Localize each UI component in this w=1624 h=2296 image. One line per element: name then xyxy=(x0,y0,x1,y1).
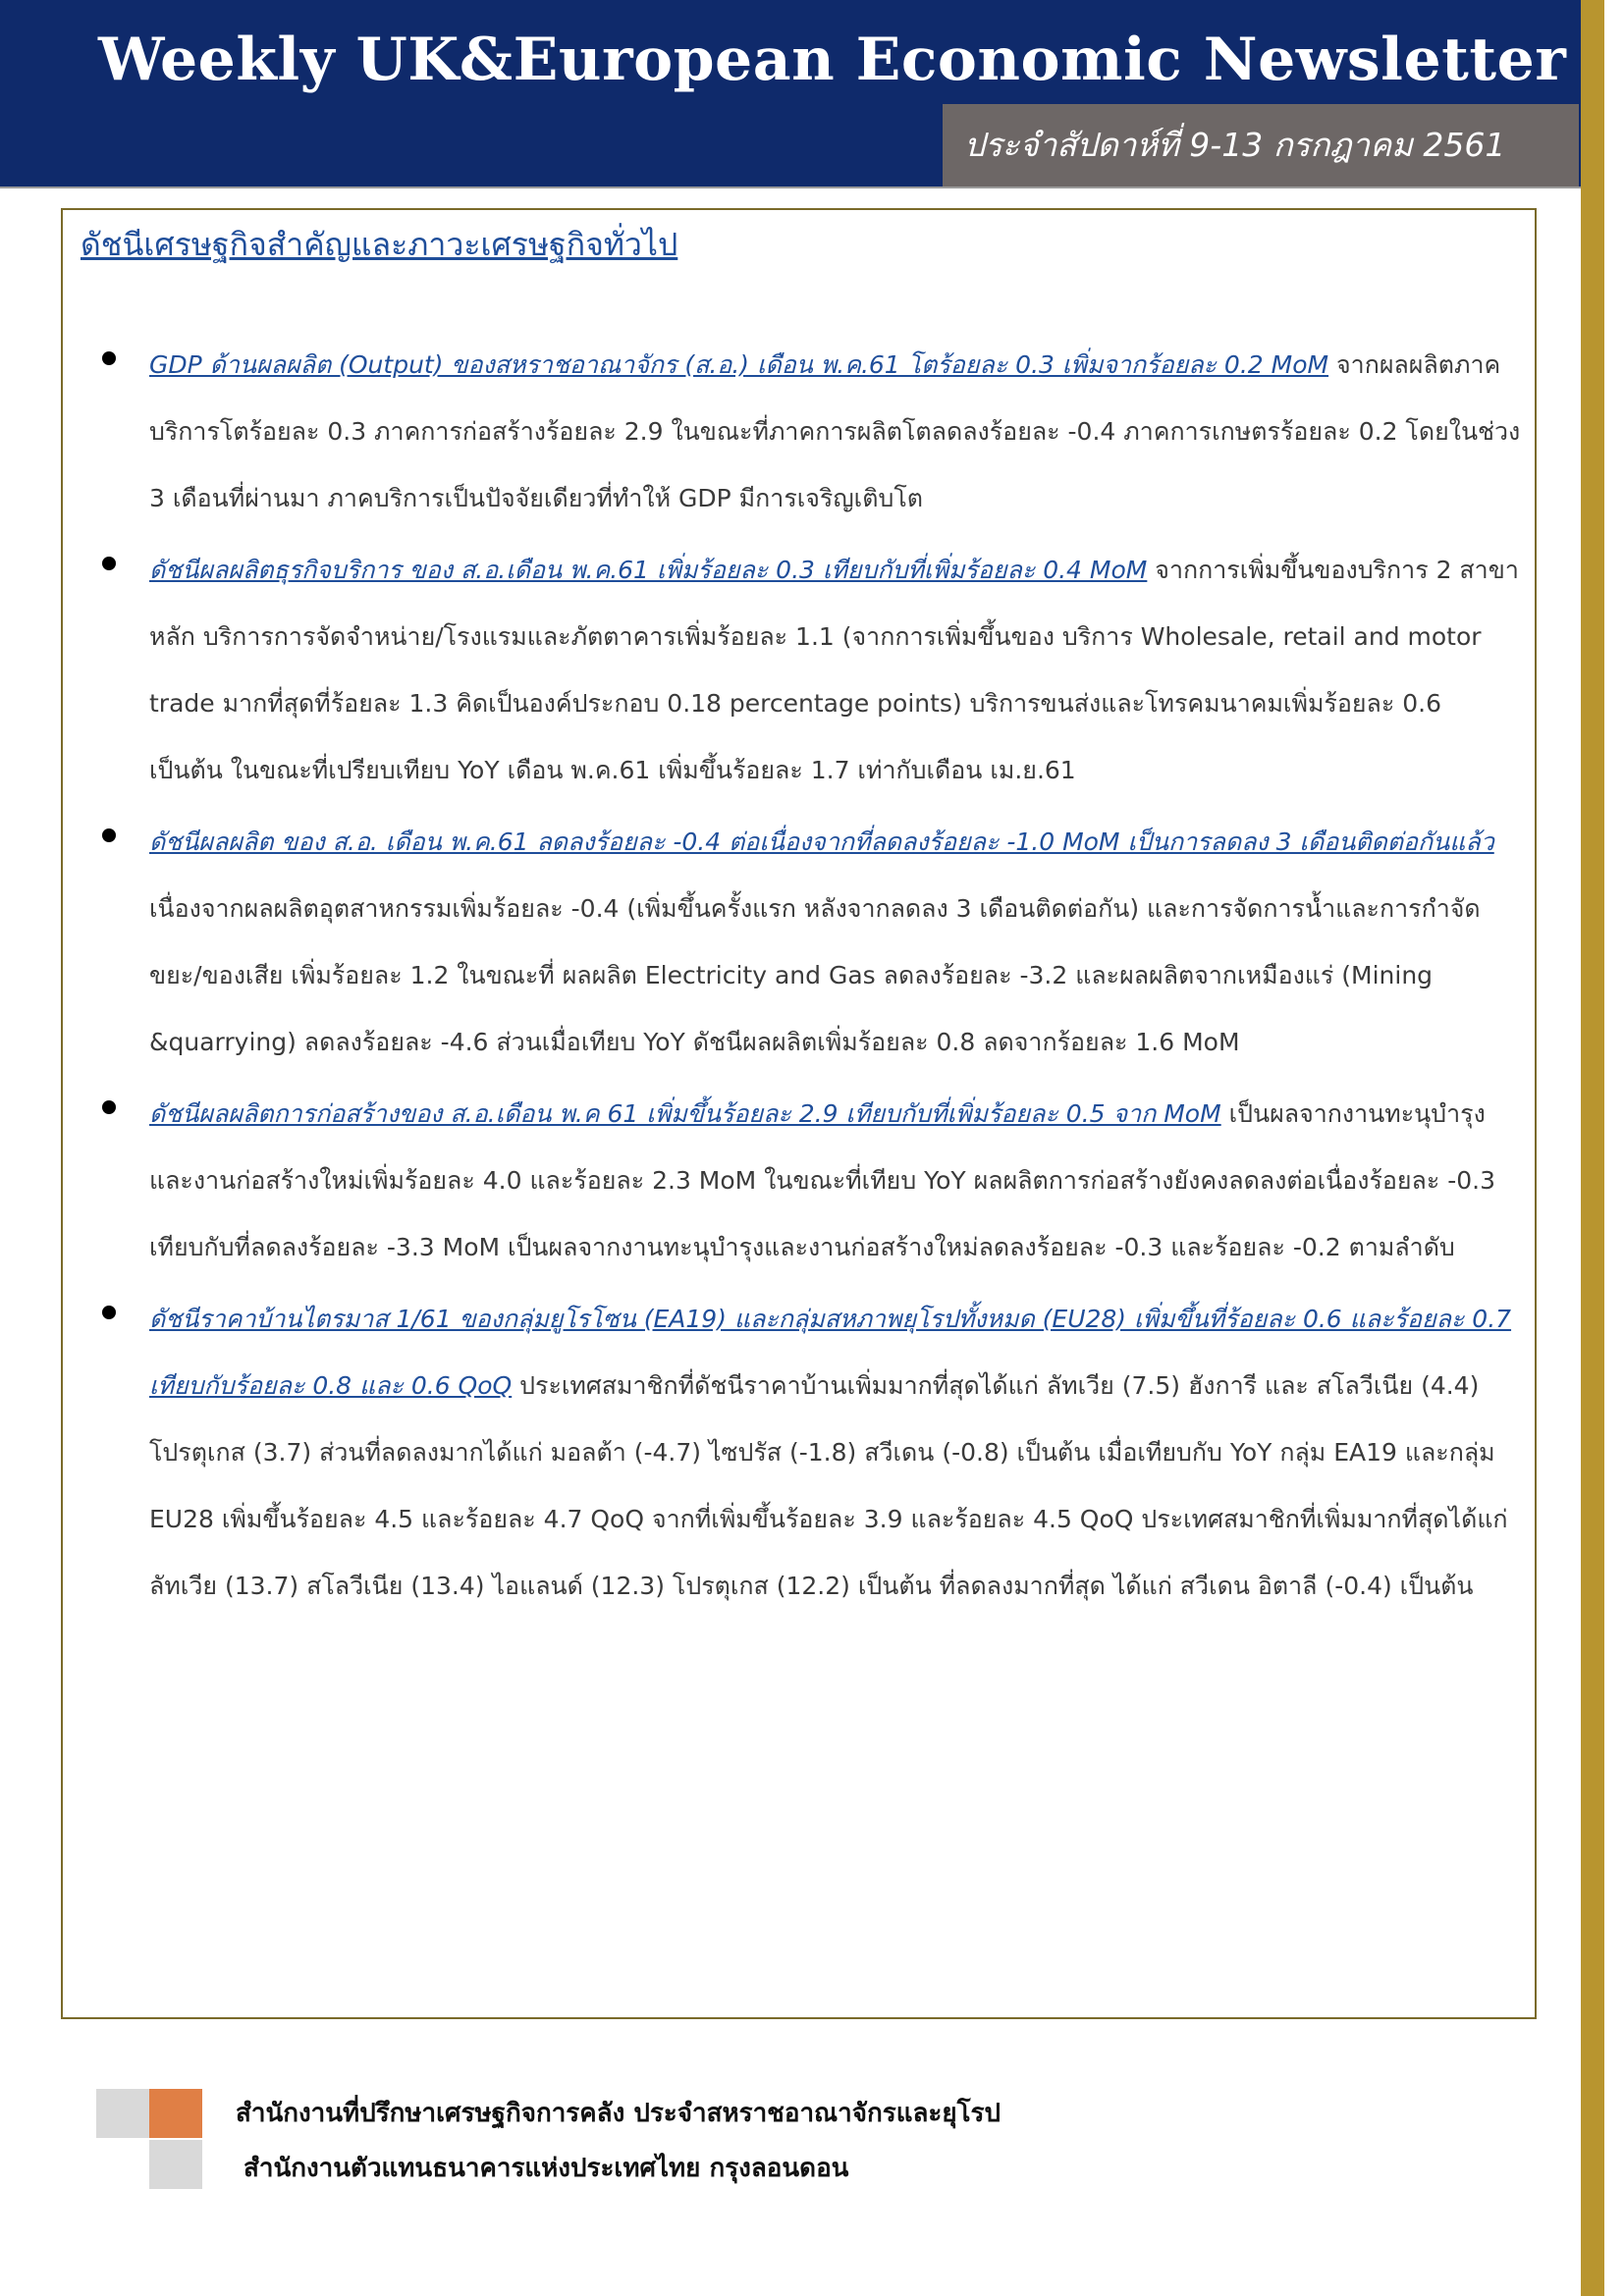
bullet-dot-icon xyxy=(102,1306,116,1319)
gold-side-bar xyxy=(1581,0,1604,2296)
footer-gray-square xyxy=(96,2089,149,2138)
bullet-item-services xyxy=(98,537,1522,804)
bullet-link-house-prices[interactable]: ดัชนีราคาบ้านไตรมาส 1/61 ของกลุ่มยูโรโซน (EA19) และกลุ่มสหภาพยุโรปทั้งหมด (EU28) เพิ่มขึ้นที่ร้อยละ 0.6 และร้อยละ 0.7 เทียบกับร้อยละ 0.8 และ 0.6 QoQ xyxy=(149,1305,1512,1400)
bullet-link-construction[interactable]: ดัชนีผลผลิตการก่อสร้างของ ส.อ.เดือน พ.ค 61 เพิ่มขึ้นร้อยละ 2.9 เทียบกับที่เพิ่มร้อยละ 0.5 จาก MoM xyxy=(149,1099,1221,1128)
header-band xyxy=(0,0,1591,188)
bullet-body-services: จากการเพิ่มขึ้นของบริการ 2 สาขาหลัก บริการการจัดจำหน่าย/โรงแรมและภัตตาคารเพิ่มร้อยละ 1.1 (จากการเพิ่มขึ้นของ บริการ Wholesale, retail and motor trade มากที่สุดที่ร้อยละ 1.3 คิดเป็นองค์ประกอบ 0.18 percentage points) บริการขนส่งและโทรคมนาคมเพิ่มร้อยละ 0.6 เป็นต้น ในขณะที่เปรียบเทียบ YoY เดือน พ.ค.61 เพิ่มขึ้นร้อยละ 1.7 เท่ากับเดือน เม.ย.61 xyxy=(149,556,1519,784)
bullet-link-services[interactable]: ดัชนีผลผลิตธุรกิจบริการ ของ ส.อ.เดือน พ.ค.61 เพิ่มร้อยละ 0.3 เทียบกับที่เพิ่มร้อยละ 0.4 MoM xyxy=(149,556,1148,584)
bullet-link-production[interactable]: ดัชนีผลผลิต ของ ส.อ. เดือน พ.ค.61 ลดลงร้อยละ -0.4 ต่อเนื่องจากที่ลดลงร้อยละ -1.0 MoM เป็นการลดลง 3 เดือนติดต่อกันแล้ว xyxy=(149,828,1494,856)
bullet-body-construction: เป็นผลจากงานทะนุบำรุงและงานก่อสร้างใหม่เพิ่มร้อยละ 4.0 และร้อยละ 2.3 MoM ในขณะที่เทียบ YoY ผลผลิตการก่อสร้างยังคงลดลงต่อเนื่องร้อยละ -0.3 เทียบกับที่ลดลงร้อยละ -3.3 MoM เป็นผลจากงานทะนุบำรุงและงานก่อสร้างใหม่ลดลงร้อยละ -0.3 และร้อยละ -0.2 ตามลำดับ xyxy=(149,1099,1496,1261)
bullet-list xyxy=(98,332,1522,1625)
bullet-dot-icon xyxy=(102,828,116,842)
bullet-body-production: เนื่องจากผลผลิตอุตสาหกรรมเพิ่มร้อยละ -0.4 (เพิ่มขึ้นครั้งแรก หลังจากลดลง 3 เดือนติดต่อกัน) และการจัดการน้ำและการกำจัดขยะ/ของเสีย เพิ่มร้อยละ 1.2 ในขณะที่ ผลผลิต Electricity and Gas ลดลงร้อยละ -3.2 และผลผลิตจากเหมืองแร่ (Mining &quarrying) ลดลงร้อยละ -4.6 ส่วนเมื่อเทียบ YoY ดัชนีผลผลิตเพิ่มร้อยละ 0.8 ลดจากร้อยละ 1.6 MoM xyxy=(149,894,1481,1056)
newsletter-title: Weekly UK&European Economic Newsletter xyxy=(98,26,1567,94)
bullet-dot-icon xyxy=(102,351,116,365)
issue-date: ประจำสัปดาห์ที่ 9-13 กรกฎาคม 2561 xyxy=(943,104,1579,187)
footer-office-name: สำนักงานที่ปรึกษาเศรษฐกิจการคลัง ประจำสหราชอาณาจักรและยุโรป xyxy=(236,2099,1001,2128)
bullet-link-gdp[interactable]: GDP ด้านผลผลิต (Output) ของสหราชอาณาจักร (ส.อ.) เดือน พ.ค.61 โตร้อยละ 0.3 เพิ่มจากร้อยละ 0.2 MoM xyxy=(149,350,1329,379)
footer-bank-office: สำนักงานตัวแทนธนาคารแห่งประเทศไทย กรุงลอนดอน xyxy=(244,2154,849,2183)
bullet-body-gdp: จากผลผลิตภาคบริการโตร้อยละ 0.3 ภาคการก่อสร้างร้อยละ 2.9 ในขณะที่ภาคการผลิตโตลดลงร้อยละ -0.4 ภาคการเกษตรร้อยละ 0.2 โดยในช่วง 3 เดือนที่ผ่านมา ภาคบริการเป็นปัจจัยเดียวที่ทำให้ GDP มีการเจริญเติบโต xyxy=(149,350,1521,512)
footer-gray-square xyxy=(149,2140,202,2189)
footer-orange-square xyxy=(149,2089,202,2138)
section-title[interactable]: ดัชนีเศรษฐกิจสำคัญและภาวะเศรษฐกิจทั่วไป xyxy=(81,226,678,263)
bullet-item-gdp xyxy=(98,332,1522,532)
bullet-dot-icon xyxy=(102,1100,116,1114)
bullet-item-production xyxy=(98,809,1522,1076)
bullet-item-construction xyxy=(98,1081,1522,1281)
bullet-body-house-prices: ประเทศสมาชิกที่ดัชนีราคาบ้านเพิ่มมากที่สุดได้แก่ ลัทเวีย (7.5) ฮังการี และ สโลวีเนีย (4.4) โปรตุเกส (3.7) ส่วนที่ลดลงมากได้แก่ มอลต้า (-4.7) ไซปรัส (-1.8) สวีเดน (-0.8) เป็นต้น เมื่อเทียบกับ YoY กลุ่ม EA19 และกลุ่ม EU28 เพิ่มขึ้นร้อยละ 4.5 และร้อยละ 4.7 QoQ จากที่เพิ่มขึ้นร้อยละ 3.9 และร้อยละ 4.5 QoQ ประเทศสมาชิกที่เพิ่มมากที่สุดได้แก่ ลัทเวีย (13.7) สโลวีเนีย (13.4) ไอแลนด์ (12.3) โปรตุเกส (12.2) เป็นต้น ที่ลดลงมากที่สุด ได้แก่ สวีเดน อิตาลี (-0.4) เป็นต้น xyxy=(149,1371,1508,1600)
bullet-item-house-prices xyxy=(98,1286,1522,1620)
bullet-dot-icon xyxy=(102,557,116,570)
